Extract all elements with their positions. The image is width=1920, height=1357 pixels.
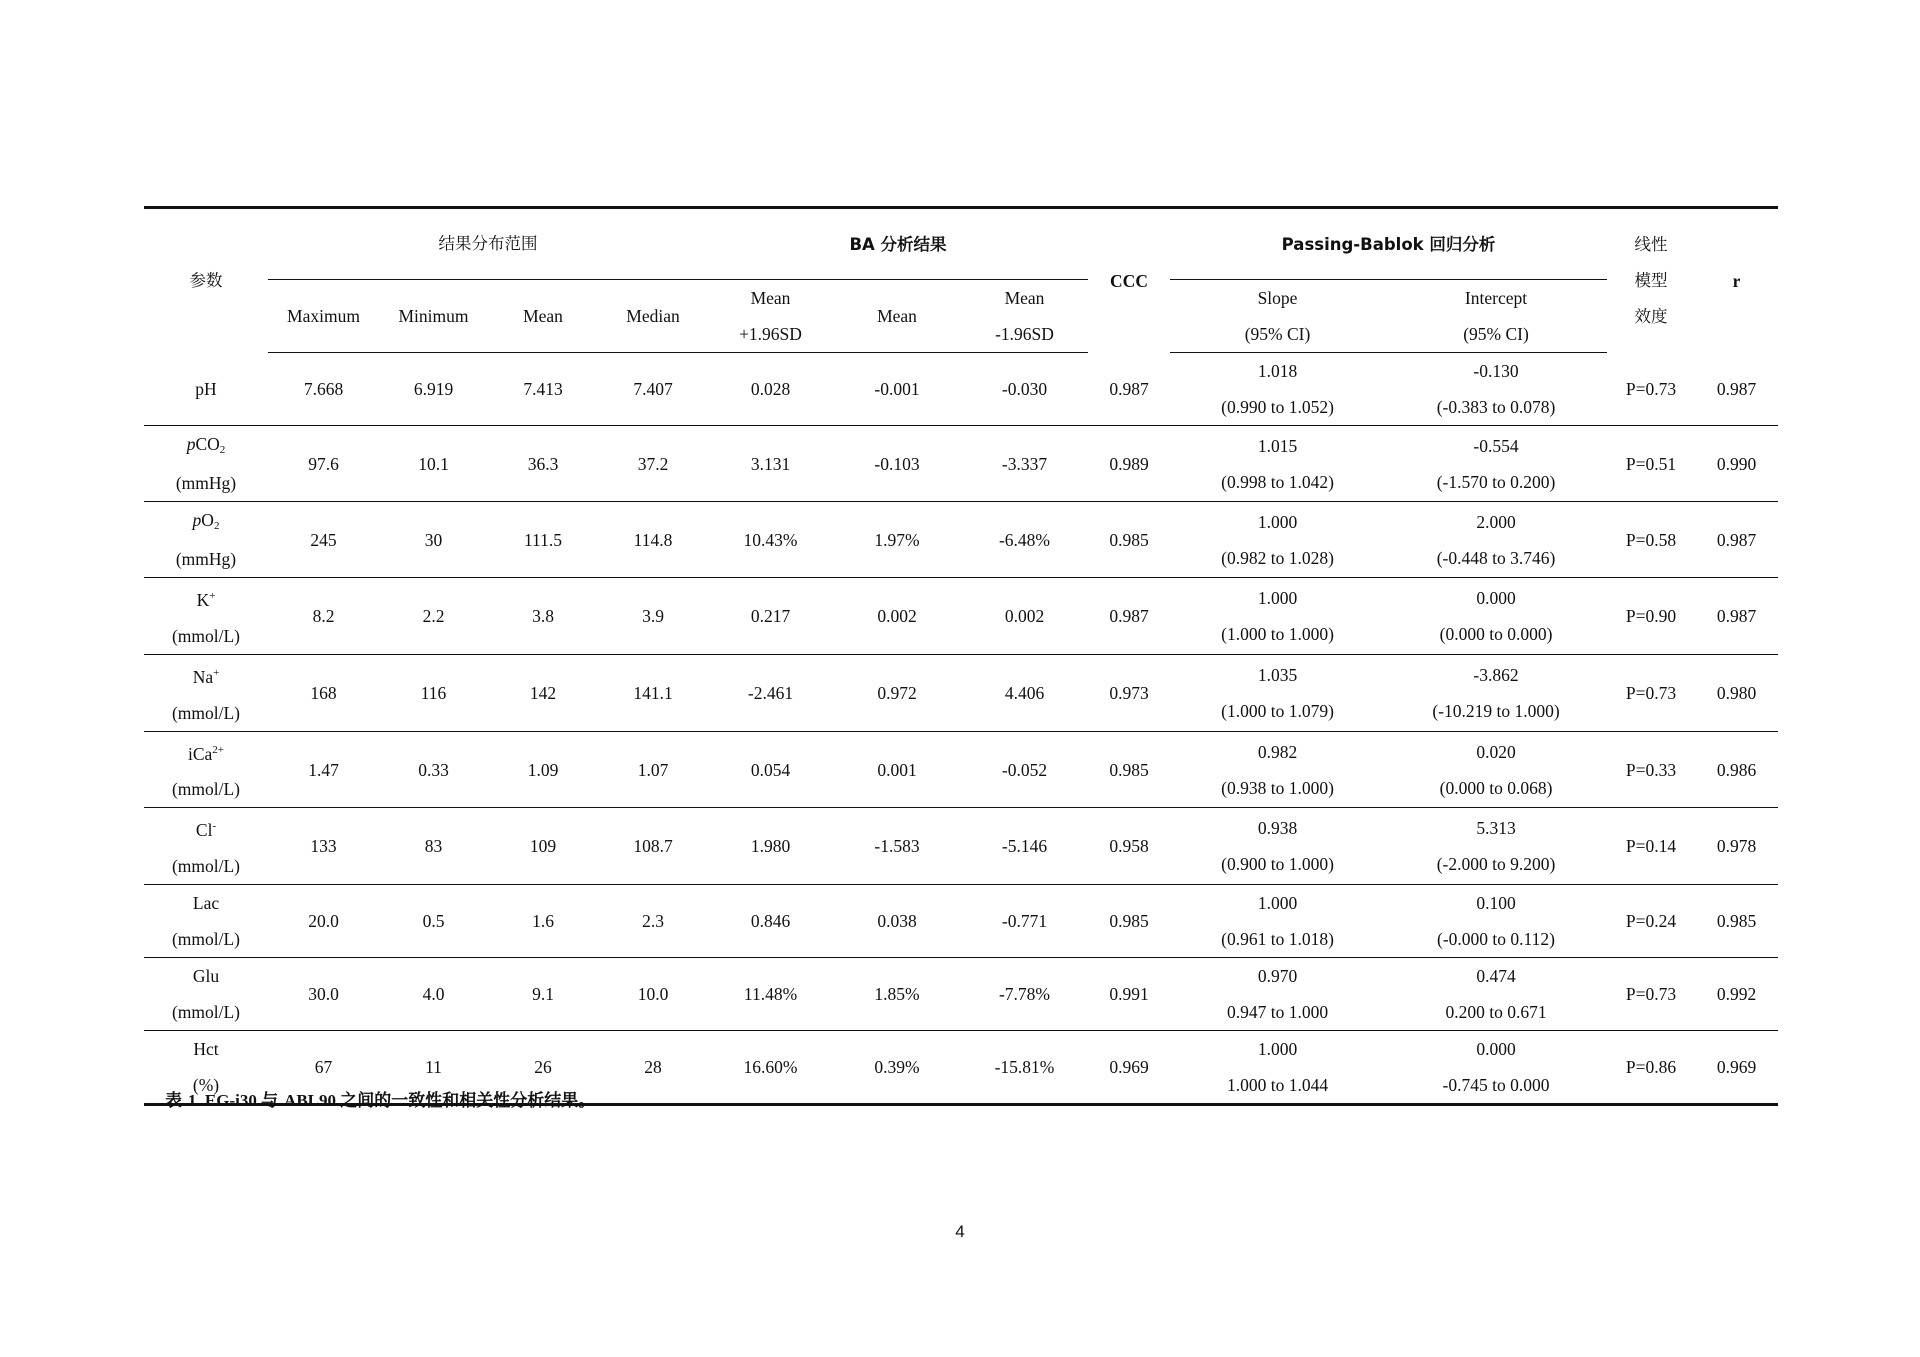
median-cell: 7.407 [598,353,708,426]
intercept-cell [1385,731,1607,808]
col-ba-mean: Mean [833,280,961,353]
linear-cell: P=0.86 [1625,1057,1677,1078]
ccc-cell: 0.985 [1088,885,1170,958]
param-unit: (mmol/L) [171,779,241,800]
col-maximum: Maximum [268,280,379,353]
intercept-cell [1385,353,1607,426]
mean-cell: 7.413 [488,353,598,426]
param-unit: (mmHg) [175,549,237,569]
slope-cell [1170,426,1385,502]
param-cell [144,578,268,655]
param-unit: (mmol/L) [171,702,241,723]
intercept-cell-ci: 0.200 to 0.671 [1445,1002,1547,1023]
slope-cell [1170,502,1385,578]
intercept-cell-ci: (-10.219 to 1.000) [1432,700,1560,721]
minimum-cell: 10.1 [379,426,488,502]
slope-cell-ci: (0.961 to 1.018) [1221,929,1334,950]
ba-upper-cell: 1.980 [708,808,833,885]
intercept-cell [1385,502,1607,578]
maximum-cell: 97.6 [268,426,379,502]
slope-cell [1170,731,1385,808]
intercept-cell-value: -3.862 [1473,664,1519,685]
slope-cell-value: 1.000 [1257,587,1298,608]
intercept-cell-value: -0.554 [1473,435,1519,456]
mean-cell: 26 [534,1057,552,1078]
param-base: CO [195,434,220,454]
ba-mean-cell: 1.97% [833,502,961,578]
ccc-cell: 0.985 [1088,731,1170,808]
param-header: 参数 [189,270,223,290]
ba-mean-cell: 0.972 [833,654,961,731]
ba-mean-cell: 0.001 [833,731,961,808]
slope-cell-value: 1.000 [1257,893,1298,914]
intercept-cell [1385,885,1607,958]
intercept-cell-value: 0.100 [1476,893,1516,914]
param-script: - [212,820,217,833]
intercept-cell-value: -0.130 [1473,361,1519,381]
slope-cell [1170,958,1385,1031]
table-row [144,808,1778,885]
param-base: iCa [187,743,213,764]
table-body [144,353,1778,1105]
ccc-cell: 0.989 [1088,426,1170,502]
minimum-cell: 116 [379,654,488,731]
param-name: Glu [192,966,220,987]
ba-mean-cell: 0.038 [833,885,961,958]
linear-cell: P=0.73 [1607,958,1695,1031]
param-cell [144,808,268,885]
ccc-cell: 0.973 [1088,654,1170,731]
intercept-cell-value: 0.474 [1476,966,1516,987]
intercept-cell-ci: (0.000 to 0.000) [1439,623,1553,644]
r-cell: 0.990 [1695,426,1778,502]
intercept-cell [1385,426,1607,502]
slope-cell-ci: (0.982 to 1.028) [1221,547,1334,568]
r-cell: 0.986 [1695,731,1778,808]
r-header: r [1732,270,1741,291]
maximum-cell: 67 [314,1057,333,1078]
ba-mean-cell: 0.002 [833,578,961,655]
r-cell: 0.987 [1695,502,1778,578]
linear-cell: P=0.73 [1607,353,1695,426]
linear-cell: P=0.14 [1607,808,1695,885]
ba-lower-cell: -7.78% [961,958,1088,1031]
slope-cell-value: 0.970 [1257,966,1298,987]
median-cell: 3.9 [598,578,708,655]
linear-header: 线性 模型 效度 [1634,234,1668,326]
maximum-cell: 168 [268,654,379,731]
slope-cell [1170,578,1385,655]
slope-cell-ci: 0.947 to 1.000 [1226,1002,1329,1023]
param-name: Hct [193,1039,219,1060]
param-base: O [201,510,214,530]
slope-cell-value: 0.938 [1257,818,1298,839]
ba-upper-cell: 0.217 [708,578,833,655]
ba-lower-cell: -0.052 [961,731,1088,808]
intercept-cell-ci: (-0.448 to 3.746) [1436,547,1556,568]
ba-mean-cell: -0.103 [833,426,961,502]
param-script: 2 [219,444,226,456]
param-cell [144,502,268,578]
table-row [144,958,1778,1031]
maximum-cell: 20.0 [268,885,379,958]
page-number: 4 [955,1222,965,1241]
slope-cell [1170,808,1385,885]
intercept-cell-ci: (-0.000 to 0.112) [1437,929,1555,950]
param-script: + [213,666,220,679]
r-cell: 0.985 [1695,885,1778,958]
r-cell: 0.987 [1695,578,1778,655]
table-caption: 表 1. EG-i30 与 ABL90 之间的一致性和相关性分析结果。 [165,1091,596,1111]
minimum-cell: 6.919 [379,353,488,426]
maximum-cell: 1.47 [268,731,379,808]
slope-cell-value: 1.018 [1257,361,1298,381]
maximum-cell: 8.2 [268,578,379,655]
minimum-cell: 0.33 [379,731,488,808]
linear-cell: P=0.51 [1607,426,1695,502]
maximum-cell: 133 [268,808,379,885]
ba-upper-cell: 11.48% [708,958,833,1031]
table-row [144,885,1778,958]
table-row [144,731,1778,808]
ba-upper-cell: 16.60% [743,1057,798,1078]
slope-cell-value: 1.015 [1257,435,1298,456]
ba-lower-cell: 0.002 [961,578,1088,655]
param-cell [144,353,268,426]
col-slope: Slope (95% CI) [1170,280,1385,353]
slope-cell-ci: (0.900 to 1.000) [1221,854,1334,875]
intercept-cell-ci: (0.000 to 0.068) [1439,777,1553,798]
intercept-cell-value: 0.020 [1476,741,1516,762]
param-cell [144,958,268,1031]
group-ba-header: BA 分析结果 [708,208,1088,280]
intercept-cell-value: 5.313 [1476,818,1516,839]
intercept-cell-ci: -0.745 to 0.000 [1442,1075,1550,1096]
ba-upper-cell: 0.054 [708,731,833,808]
param-unit: (mmol/L) [171,929,241,950]
r-cell: 0.978 [1695,808,1778,885]
slope-cell [1170,885,1385,958]
intercept-cell [1385,578,1607,655]
table-row [144,353,1778,426]
param-script: 2 [213,520,220,532]
slope-cell [1170,353,1385,426]
table-row [144,654,1778,731]
slope-cell [1170,654,1385,731]
param-unit: (mmol/L) [171,856,241,877]
param-name: Lac [192,893,220,914]
mean-cell: 1.6 [488,885,598,958]
ccc-cell: 0.991 [1088,958,1170,1031]
linear-cell: P=0.24 [1607,885,1695,958]
intercept-cell-ci: (-2.000 to 9.200) [1436,854,1556,875]
group-pb-header: Passing-Bablok 回归分析 [1170,208,1607,280]
slope-cell-ci: (1.000 to 1.000) [1221,623,1334,644]
slope-cell [1170,1031,1385,1105]
mean-cell: 36.3 [488,426,598,502]
table-row [144,502,1778,578]
ba-lower-cell: -6.48% [961,502,1088,578]
ba-lower-cell: -0.030 [961,353,1088,426]
mean-cell: 3.8 [488,578,598,655]
linear-cell: P=0.73 [1607,654,1695,731]
ba-upper-cell: 0.028 [708,353,833,426]
ba-lower-cell: -3.337 [961,426,1088,502]
minimum-cell: 30 [379,502,488,578]
ba-lower-cell: -0.771 [961,885,1088,958]
ba-upper-cell: 3.131 [708,426,833,502]
group-range-header: 结果分布范围 [268,208,708,280]
ba-lower-cell: -5.146 [961,808,1088,885]
results-table [144,206,1778,1106]
linear-cell: P=0.90 [1607,578,1695,655]
slope-cell-ci: (1.000 to 1.079) [1221,700,1334,721]
mean-cell: 109 [488,808,598,885]
ba-mean-cell: 0.39% [874,1057,920,1078]
col-ba-upper: Mean +1.96SD [708,280,833,353]
param-name: pH [195,378,217,399]
param-italic: p [192,510,202,530]
param-script: + [209,590,216,602]
slope-cell-value: 0.982 [1257,741,1298,762]
intercept-cell-value: 2.000 [1476,511,1516,532]
param-cell [144,885,268,958]
param-cell [144,731,268,808]
median-cell: 2.3 [598,885,708,958]
intercept-cell [1385,654,1607,731]
ccc-cell: 0.987 [1088,578,1170,655]
col-median: Median [598,280,708,353]
maximum-cell: 30.0 [268,958,379,1031]
ba-lower-cell: -15.81% [994,1057,1055,1078]
mean-cell: 9.1 [488,958,598,1031]
r-cell: 0.992 [1695,958,1778,1031]
ccc-cell: 0.969 [1109,1057,1149,1078]
minimum-cell: 4.0 [379,958,488,1031]
r-cell: 0.980 [1695,654,1778,731]
median-cell: 141.1 [598,654,708,731]
mean-cell: 111.5 [488,502,598,578]
mean-cell: 142 [488,654,598,731]
slope-cell-ci: (0.938 to 1.000) [1221,777,1334,798]
param-cell [144,654,268,731]
median-cell: 114.8 [598,502,708,578]
r-cell: 0.987 [1695,353,1778,426]
slope-cell-ci: (0.990 to 1.052) [1221,397,1334,417]
intercept-cell-value: 0.000 [1476,587,1516,608]
param-script: 2+ [212,743,225,756]
ba-mean-cell: -1.583 [833,808,961,885]
median-cell: 37.2 [598,426,708,502]
param-unit: (%) [192,1075,220,1096]
slope-cell-value: 1.000 [1257,1039,1298,1060]
maximum-cell: 7.668 [268,353,379,426]
slope-cell-ci: (0.998 to 1.042) [1221,471,1334,492]
slope-cell-ci: 1.000 to 1.044 [1226,1075,1329,1096]
median-cell: 108.7 [598,808,708,885]
col-ba-lower: Mean -1.96SD [961,280,1088,353]
ba-mean-cell: -0.001 [833,353,961,426]
minimum-cell: 83 [379,808,488,885]
r-cell: 0.969 [1716,1057,1757,1078]
param-italic: p [186,434,196,454]
mean-cell: 1.09 [488,731,598,808]
intercept-cell [1385,1031,1607,1105]
param-base: Cl [195,820,213,841]
param-unit: (mmol/L) [171,625,241,646]
intercept-cell-value: 0.000 [1476,1039,1516,1060]
ba-lower-cell: 4.406 [961,654,1088,731]
minimum-cell: 2.2 [379,578,488,655]
col-minimum: Minimum [379,280,488,353]
ba-upper-cell: 0.846 [708,885,833,958]
table-row [144,578,1778,655]
median-cell: 28 [644,1057,662,1078]
ccc-cell: 0.985 [1088,502,1170,578]
ba-mean-cell: 1.85% [833,958,961,1031]
ccc-cell: 0.987 [1088,353,1170,426]
intercept-cell [1385,808,1607,885]
slope-cell-value: 1.000 [1257,511,1298,532]
param-unit: (mmol/L) [171,1002,241,1023]
ba-upper-cell: 10.43% [708,502,833,578]
intercept-cell-ci: (-1.570 to 0.200) [1436,471,1556,492]
minimum-cell: 0.5 [379,885,488,958]
minimum-cell: 11 [425,1057,442,1078]
slope-cell-value: 1.035 [1257,664,1298,685]
intercept-cell-ci: (-0.383 to 0.078) [1436,397,1556,417]
maximum-cell: 245 [268,502,379,578]
col-intercept: Intercept (95% CI) [1385,280,1607,353]
intercept-cell [1385,958,1607,1031]
table-row [144,426,1778,502]
param-base: Na [192,666,214,687]
ccc-header: CCC [1110,270,1148,291]
linear-cell: P=0.58 [1607,502,1695,578]
param-base: K [196,589,210,610]
linear-cell: P=0.33 [1607,731,1695,808]
median-cell: 10.0 [598,958,708,1031]
ccc-cell: 0.958 [1088,808,1170,885]
param-unit: (mmHg) [175,473,237,493]
param-cell [144,426,268,502]
median-cell: 1.07 [598,731,708,808]
ba-upper-cell: -2.461 [708,654,833,731]
col-mean: Mean [488,280,598,353]
